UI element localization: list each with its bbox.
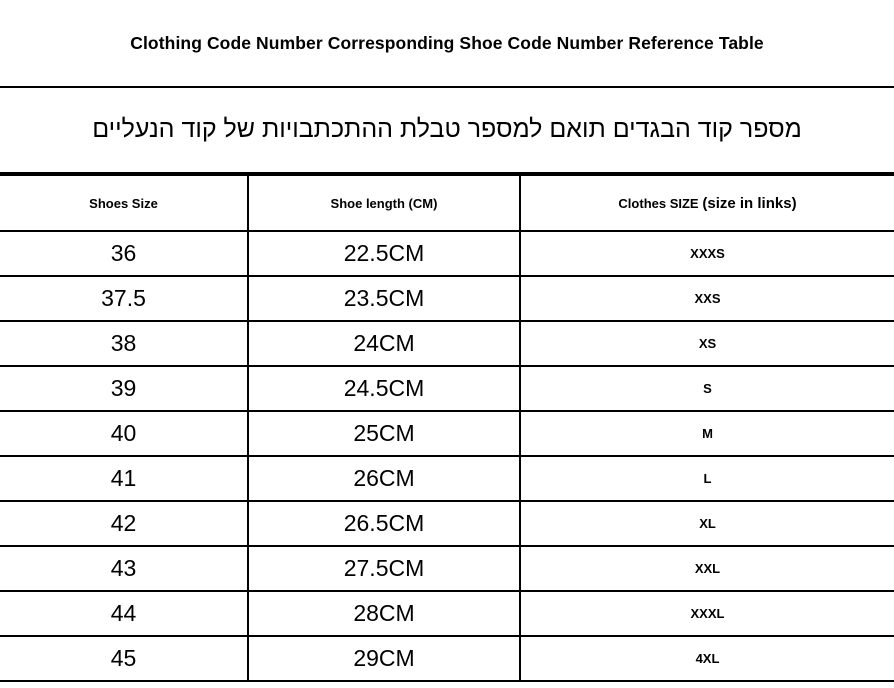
column-header-clothes-size-label: Clothes SIZE bbox=[618, 195, 699, 211]
cell-clothes-size: XXL bbox=[520, 546, 894, 591]
cell-shoe-length: 24.5CM bbox=[248, 366, 520, 411]
column-header-shoes-size-label: Shoes Size bbox=[89, 195, 158, 211]
page-subtitle-hebrew: מספר קוד הבגדים תואם למספר טבלת ההתכתבויות של קוד הנעליים bbox=[92, 115, 802, 144]
column-header-clothes-size-note: (size in links) bbox=[702, 194, 797, 212]
page-title: Clothing Code Number Corresponding Shoe Code Number Reference Table bbox=[130, 32, 764, 53]
cell-shoe-size: 44 bbox=[0, 591, 248, 636]
cell-shoe-length: 26CM bbox=[248, 456, 520, 501]
cell-clothes-size: XXXL bbox=[520, 591, 894, 636]
table-row bbox=[0, 366, 894, 411]
table-row bbox=[0, 501, 894, 546]
cell-shoe-size: 40 bbox=[0, 411, 248, 456]
cell-shoe-size: 36 bbox=[0, 231, 248, 276]
cell-shoe-size: 42 bbox=[0, 501, 248, 546]
table-row bbox=[0, 276, 894, 321]
table-body bbox=[0, 231, 894, 681]
cell-clothes-size: XL bbox=[520, 501, 894, 546]
column-header-shoes-size bbox=[0, 175, 248, 231]
cell-clothes-size: XXXS bbox=[520, 231, 894, 276]
size-conversion-table bbox=[0, 174, 894, 682]
cell-shoe-length: 25CM bbox=[248, 411, 520, 456]
cell-shoe-length: 22.5CM bbox=[248, 231, 520, 276]
column-header-shoe-length bbox=[248, 175, 520, 231]
table-header-row bbox=[0, 175, 894, 231]
column-header-shoe-length-label: Shoe length (CM) bbox=[330, 195, 438, 211]
table-row bbox=[0, 546, 894, 591]
cell-clothes-size: S bbox=[520, 366, 894, 411]
cell-shoe-length: 28CM bbox=[248, 591, 520, 636]
cell-shoe-size: 43 bbox=[0, 546, 248, 591]
table-row bbox=[0, 321, 894, 366]
cell-shoe-size: 41 bbox=[0, 456, 248, 501]
cell-shoe-size: 45 bbox=[0, 636, 248, 681]
title-bar bbox=[0, 0, 894, 88]
table-row bbox=[0, 456, 894, 501]
cell-shoe-size: 37.5 bbox=[0, 276, 248, 321]
cell-shoe-length: 24CM bbox=[248, 321, 520, 366]
cell-clothes-size: M bbox=[520, 411, 894, 456]
cell-clothes-size: XXS bbox=[520, 276, 894, 321]
cell-shoe-length: 27.5CM bbox=[248, 546, 520, 591]
cell-shoe-size: 38 bbox=[0, 321, 248, 366]
cell-clothes-size: XS bbox=[520, 321, 894, 366]
subtitle-bar bbox=[0, 88, 894, 174]
column-header-clothes-size bbox=[520, 175, 894, 231]
table-row bbox=[0, 231, 894, 276]
table-row bbox=[0, 591, 894, 636]
cell-shoe-length: 29CM bbox=[248, 636, 520, 681]
cell-clothes-size: 4XL bbox=[520, 636, 894, 681]
cell-shoe-length: 23.5CM bbox=[248, 276, 520, 321]
table-row bbox=[0, 636, 894, 681]
table-row bbox=[0, 411, 894, 456]
cell-clothes-size: L bbox=[520, 456, 894, 501]
table-header bbox=[0, 175, 894, 231]
cell-shoe-length: 26.5CM bbox=[248, 501, 520, 546]
cell-shoe-size: 39 bbox=[0, 366, 248, 411]
